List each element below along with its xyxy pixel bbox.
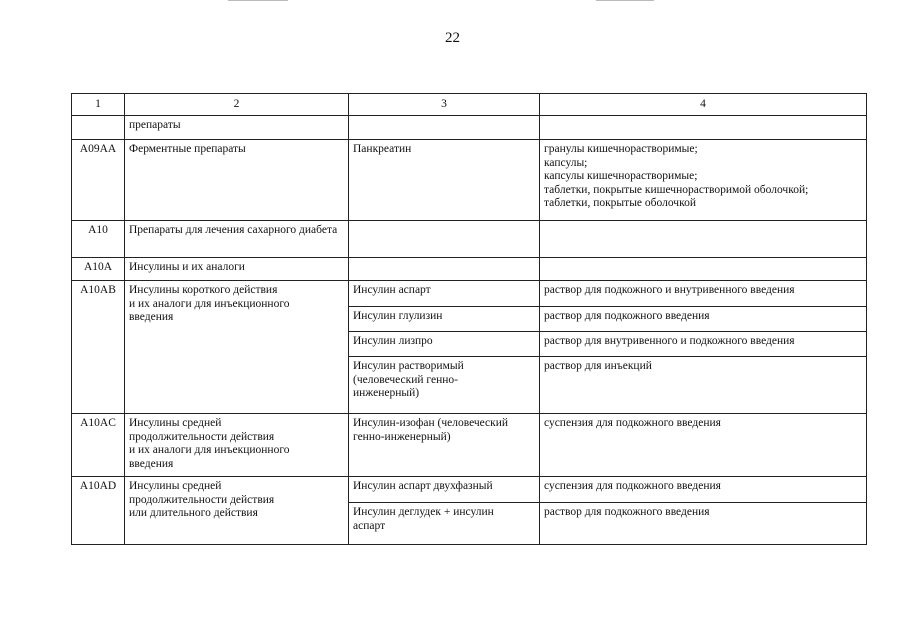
- drug-name-cell: [349, 116, 540, 140]
- table-row: [72, 281, 867, 307]
- group-name-line: Инсулины средней: [129, 480, 222, 492]
- medication-table: [71, 93, 867, 545]
- group-name-cell: препараты: [125, 116, 349, 140]
- atc-code-cell: A09AA: [72, 140, 125, 221]
- column-header-2: 2: [125, 94, 349, 116]
- page-number: 22: [445, 30, 460, 46]
- dosage-form-cell: [540, 140, 867, 221]
- drug-name-line: (человеческий генно-: [353, 373, 458, 386]
- dosage-form-cell: раствор для подкожного введения: [540, 307, 867, 332]
- drug-name-line: Инсулин растворимый: [353, 360, 464, 372]
- drug-name-cell: Инсулин лизпро: [349, 332, 540, 357]
- table-row: [72, 414, 867, 477]
- atc-code-cell: [72, 116, 125, 140]
- drug-name-cell: [349, 503, 540, 545]
- group-name-line: Инсулины короткого действия: [129, 284, 278, 296]
- dosage-form-cell: суспензия для подкожного введения: [540, 477, 867, 503]
- group-name-cell: [125, 477, 349, 545]
- header-row: [72, 94, 867, 116]
- table-row: [72, 140, 867, 221]
- dosage-form-line: таблетки, покрытые оболочкой: [544, 197, 696, 209]
- group-name-line: введения: [129, 457, 174, 470]
- group-name-line: или длительного действия: [129, 507, 258, 519]
- drug-name-line: аспарт: [353, 519, 386, 532]
- table-row: [72, 116, 867, 140]
- drug-name-line: Инсулин деглудек + инсулин: [353, 506, 494, 518]
- dosage-form-cell: суспензия для подкожного введения: [540, 414, 867, 477]
- drug-name-line: Инсулин-изофан (человеческий: [353, 417, 509, 429]
- drug-name-cell: Панкреатин: [349, 140, 540, 221]
- table-row: [72, 221, 867, 258]
- dosage-form-line: таблетки, покрытые кишечнорастворимой оболочкой;: [544, 183, 809, 196]
- dosage-form-cell: раствор для инъекций: [540, 357, 867, 414]
- dosage-form-cell: [540, 116, 867, 140]
- atc-code-cell: A10A: [72, 258, 125, 281]
- drug-name-line: инженерный): [353, 387, 420, 399]
- column-header-1: 1: [72, 94, 125, 116]
- group-name-cell: [125, 414, 349, 477]
- table-row: [72, 477, 867, 503]
- atc-code-cell: A10AC: [72, 414, 125, 477]
- dosage-form-cell: раствор для подкожного введения: [540, 503, 867, 545]
- atc-code-cell: A10: [72, 221, 125, 258]
- dosage-form-line: гранулы кишечнорастворимые;: [544, 143, 698, 155]
- group-name-line: введения: [129, 311, 174, 323]
- scan-artifact-top-right: [596, 0, 654, 1]
- column-header-3: 3: [349, 94, 540, 116]
- atc-code-cell: A10AD: [72, 477, 125, 545]
- drug-name-cell: [349, 221, 540, 258]
- group-name-cell: [125, 281, 349, 414]
- drug-name-cell: Инсулин аспарт двухфазный: [349, 477, 540, 503]
- dosage-form-line: капсулы;: [544, 156, 588, 169]
- drug-name-cell: Инсулин глулизин: [349, 307, 540, 332]
- atc-code-cell: A10AB: [72, 281, 125, 414]
- group-name-line: и их аналоги для инъекционного: [129, 297, 290, 310]
- drug-name-cell: Инсулин аспарт: [349, 281, 540, 307]
- table-body: [72, 116, 867, 545]
- dosage-form-cell: [540, 258, 867, 281]
- group-name-line: продолжительности действия: [129, 430, 275, 443]
- drug-name-cell: [349, 414, 540, 477]
- group-name-line: Инсулины средней: [129, 417, 222, 429]
- group-name-cell: Ферментные препараты: [125, 140, 349, 221]
- group-name-cell: Препараты для лечения сахарного диабета: [125, 221, 349, 258]
- dosage-form-cell: раствор для внутривенного и подкожного введения: [540, 332, 867, 357]
- group-name-line: и их аналоги для инъекционного: [129, 444, 290, 456]
- drug-name-line: генно-инженерный): [353, 430, 451, 443]
- dosage-form-cell: [540, 221, 867, 258]
- group-name-line: продолжительности действия: [129, 493, 275, 506]
- drug-name-cell: [349, 357, 540, 414]
- table-row: [72, 258, 867, 281]
- dosage-form-cell: раствор для подкожного и внутривенного введения: [540, 281, 867, 307]
- dosage-form-line: капсулы кишечнорастворимые;: [544, 170, 698, 182]
- scan-artifact-top-left: [228, 0, 288, 1]
- group-name-cell: Инсулины и их аналоги: [125, 258, 349, 281]
- column-header-4: 4: [540, 94, 867, 116]
- drug-name-cell: [349, 258, 540, 281]
